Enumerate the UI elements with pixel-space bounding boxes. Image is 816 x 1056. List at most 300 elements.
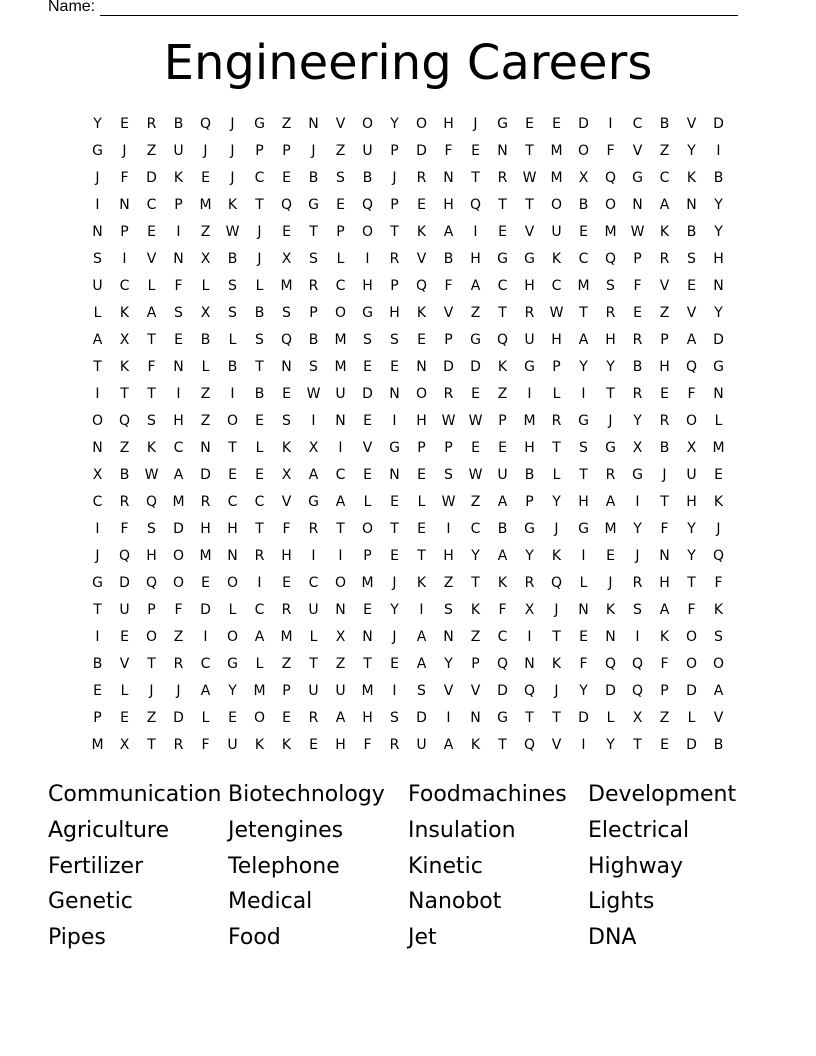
grid-letter[interactable]: H bbox=[416, 413, 427, 429]
grid-letter[interactable]: A bbox=[308, 467, 319, 483]
grid-letter[interactable]: J bbox=[608, 575, 613, 591]
grid-letter[interactable]: S bbox=[633, 602, 642, 618]
grid-letter[interactable]: K bbox=[713, 494, 724, 510]
grid-letter[interactable]: D bbox=[416, 710, 427, 726]
grid-letter[interactable]: V bbox=[632, 143, 643, 159]
grid-letter[interactable]: J bbox=[554, 602, 559, 618]
grid-letter[interactable]: M bbox=[334, 359, 347, 375]
grid-letter[interactable]: T bbox=[228, 440, 237, 456]
grid-letter[interactable]: R bbox=[173, 737, 184, 753]
grid-letter[interactable]: A bbox=[605, 494, 616, 510]
grid-letter[interactable]: F bbox=[498, 602, 507, 618]
grid-letter[interactable]: Q bbox=[604, 656, 617, 672]
grid-letter[interactable]: P bbox=[444, 332, 453, 348]
grid-letter[interactable]: Y bbox=[714, 305, 723, 321]
grid-letter[interactable]: C bbox=[659, 170, 670, 186]
grid-letter[interactable]: A bbox=[146, 305, 157, 321]
grid-letter[interactable]: S bbox=[147, 413, 156, 429]
grid-letter[interactable]: K bbox=[470, 602, 481, 618]
grid-letter[interactable]: D bbox=[173, 710, 184, 726]
grid-letter[interactable]: K bbox=[713, 602, 724, 618]
grid-letter[interactable]: A bbox=[497, 494, 508, 510]
grid-letter[interactable]: D bbox=[578, 710, 589, 726]
grid-letter[interactable]: B bbox=[713, 737, 724, 753]
grid-letter[interactable]: M bbox=[172, 494, 185, 510]
grid-letter[interactable]: W bbox=[441, 494, 456, 510]
grid-letter[interactable]: A bbox=[92, 332, 103, 348]
grid-letter[interactable]: H bbox=[659, 359, 670, 375]
grid-letter[interactable]: I bbox=[716, 143, 721, 159]
grid-letter[interactable]: J bbox=[149, 683, 154, 699]
grid-letter[interactable]: L bbox=[255, 278, 264, 294]
grid-letter[interactable]: C bbox=[254, 170, 265, 186]
grid-letter[interactable]: Y bbox=[633, 521, 642, 537]
grid-letter[interactable]: Y bbox=[687, 521, 696, 537]
grid-letter[interactable]: N bbox=[227, 548, 238, 564]
grid-letter[interactable]: T bbox=[471, 575, 480, 591]
grid-letter[interactable]: J bbox=[635, 548, 640, 564]
grid-letter[interactable]: D bbox=[119, 575, 130, 591]
grid-letter[interactable]: T bbox=[147, 386, 156, 402]
grid-letter[interactable]: K bbox=[416, 575, 427, 591]
grid-letter[interactable]: R bbox=[308, 521, 319, 537]
grid-letter[interactable]: X bbox=[308, 440, 319, 456]
grid-letter[interactable]: T bbox=[417, 548, 426, 564]
grid-letter[interactable]: D bbox=[200, 467, 211, 483]
grid-letter[interactable]: J bbox=[95, 170, 100, 186]
grid-letter[interactable]: P bbox=[120, 224, 129, 240]
grid-letter[interactable]: B bbox=[119, 467, 130, 483]
grid-letter[interactable]: Q bbox=[280, 197, 293, 213]
grid-letter[interactable]: R bbox=[254, 548, 265, 564]
grid-letter[interactable]: H bbox=[578, 494, 589, 510]
grid-letter[interactable]: P bbox=[444, 440, 453, 456]
grid-letter[interactable]: I bbox=[581, 386, 586, 402]
grid-letter[interactable]: Y bbox=[633, 413, 642, 429]
grid-letter[interactable]: I bbox=[581, 737, 586, 753]
grid-letter[interactable]: U bbox=[416, 737, 427, 753]
grid-letter[interactable]: R bbox=[524, 305, 535, 321]
grid-letter[interactable]: R bbox=[497, 170, 508, 186]
grid-letter[interactable]: T bbox=[552, 440, 561, 456]
grid-letter[interactable]: Z bbox=[281, 116, 292, 132]
grid-letter[interactable]: V bbox=[659, 278, 670, 294]
grid-letter[interactable]: E bbox=[363, 467, 372, 483]
grid-letter[interactable]: P bbox=[336, 224, 345, 240]
grid-letter[interactable]: E bbox=[201, 575, 210, 591]
grid-letter[interactable]: E bbox=[255, 467, 264, 483]
grid-letter[interactable]: K bbox=[551, 548, 562, 564]
grid-letter[interactable]: R bbox=[632, 332, 643, 348]
grid-letter[interactable]: C bbox=[92, 494, 103, 510]
grid-letter[interactable]: F bbox=[174, 278, 183, 294]
grid-letter[interactable]: M bbox=[550, 143, 563, 159]
grid-letter[interactable]: V bbox=[362, 440, 373, 456]
grid-letter[interactable]: O bbox=[334, 575, 347, 591]
grid-letter[interactable]: U bbox=[686, 467, 697, 483]
grid-letter[interactable]: I bbox=[392, 413, 397, 429]
grid-letter[interactable]: H bbox=[605, 332, 616, 348]
grid-letter[interactable]: P bbox=[633, 251, 642, 267]
grid-letter[interactable]: D bbox=[200, 602, 211, 618]
grid-letter[interactable]: F bbox=[660, 656, 669, 672]
grid-letter[interactable]: Z bbox=[470, 494, 481, 510]
grid-letter[interactable]: W bbox=[522, 170, 537, 186]
grid-letter[interactable]: G bbox=[227, 656, 238, 672]
grid-letter[interactable]: I bbox=[635, 494, 640, 510]
grid-letter[interactable]: I bbox=[527, 629, 532, 645]
grid-letter[interactable]: S bbox=[282, 413, 291, 429]
grid-letter[interactable]: R bbox=[389, 251, 400, 267]
grid-letter[interactable]: Y bbox=[606, 359, 615, 375]
grid-letter[interactable]: O bbox=[415, 116, 428, 132]
grid-letter[interactable]: T bbox=[336, 521, 345, 537]
grid-letter[interactable]: D bbox=[686, 737, 697, 753]
grid-letter[interactable]: J bbox=[392, 575, 397, 591]
grid-letter[interactable]: E bbox=[417, 197, 426, 213]
grid-letter[interactable]: K bbox=[686, 170, 697, 186]
grid-letter[interactable]: N bbox=[389, 467, 400, 483]
grid-letter[interactable]: J bbox=[554, 683, 559, 699]
grid-letter[interactable]: Q bbox=[469, 197, 482, 213]
grid-letter[interactable]: W bbox=[468, 467, 483, 483]
grid-letter[interactable]: T bbox=[633, 737, 642, 753]
grid-letter[interactable]: A bbox=[578, 332, 589, 348]
grid-letter[interactable]: P bbox=[390, 197, 399, 213]
grid-letter[interactable]: C bbox=[497, 629, 508, 645]
grid-letter[interactable]: T bbox=[606, 386, 615, 402]
grid-letter[interactable]: Q bbox=[604, 170, 617, 186]
grid-letter[interactable]: I bbox=[338, 548, 343, 564]
grid-letter[interactable]: A bbox=[497, 548, 508, 564]
grid-letter[interactable]: U bbox=[551, 224, 562, 240]
grid-letter[interactable]: Z bbox=[146, 143, 157, 159]
grid-letter[interactable]: H bbox=[470, 251, 481, 267]
grid-letter[interactable]: S bbox=[714, 629, 723, 645]
grid-letter[interactable]: P bbox=[282, 683, 291, 699]
grid-letter[interactable]: L bbox=[228, 332, 237, 348]
grid-letter[interactable]: D bbox=[443, 359, 454, 375]
grid-letter[interactable]: E bbox=[417, 467, 426, 483]
grid-letter[interactable]: A bbox=[443, 224, 454, 240]
grid-letter[interactable]: Z bbox=[200, 386, 211, 402]
grid-letter[interactable]: J bbox=[662, 467, 667, 483]
grid-letter[interactable]: J bbox=[203, 143, 208, 159]
grid-letter[interactable]: A bbox=[335, 710, 346, 726]
grid-letter[interactable]: L bbox=[579, 575, 588, 591]
grid-letter[interactable]: W bbox=[441, 413, 456, 429]
grid-letter[interactable]: B bbox=[254, 305, 265, 321]
grid-letter[interactable]: J bbox=[392, 170, 397, 186]
grid-letter[interactable]: G bbox=[632, 170, 643, 186]
grid-letter[interactable]: S bbox=[417, 683, 426, 699]
grid-letter[interactable]: P bbox=[147, 602, 156, 618]
grid-letter[interactable]: N bbox=[416, 359, 427, 375]
name-blank-line[interactable] bbox=[100, 1, 738, 16]
grid-letter[interactable]: T bbox=[525, 710, 534, 726]
grid-letter[interactable]: Q bbox=[496, 332, 509, 348]
grid-letter[interactable]: U bbox=[119, 602, 130, 618]
grid-letter[interactable]: I bbox=[527, 386, 532, 402]
grid-letter[interactable]: G bbox=[497, 116, 508, 132]
grid-letter[interactable]: Q bbox=[199, 116, 212, 132]
grid-letter[interactable]: R bbox=[659, 413, 670, 429]
grid-letter[interactable]: U bbox=[308, 683, 319, 699]
grid-letter[interactable]: S bbox=[606, 278, 615, 294]
grid-letter[interactable]: J bbox=[608, 413, 613, 429]
grid-letter[interactable]: A bbox=[713, 683, 724, 699]
grid-letter[interactable]: B bbox=[254, 386, 265, 402]
grid-letter[interactable]: P bbox=[390, 278, 399, 294]
grid-letter[interactable]: I bbox=[581, 548, 586, 564]
grid-letter[interactable]: T bbox=[525, 143, 534, 159]
grid-letter[interactable]: D bbox=[578, 116, 589, 132]
grid-letter[interactable]: E bbox=[228, 467, 237, 483]
grid-letter[interactable]: V bbox=[443, 305, 454, 321]
grid-letter[interactable]: K bbox=[119, 359, 130, 375]
grid-letter[interactable]: M bbox=[523, 413, 536, 429]
grid-letter[interactable]: L bbox=[255, 440, 264, 456]
grid-letter[interactable]: Q bbox=[604, 251, 617, 267]
grid-letter[interactable]: O bbox=[577, 143, 590, 159]
grid-letter[interactable]: E bbox=[660, 386, 669, 402]
grid-letter[interactable]: V bbox=[281, 494, 292, 510]
grid-letter[interactable]: U bbox=[497, 467, 508, 483]
grid-letter[interactable]: C bbox=[146, 197, 157, 213]
grid-letter[interactable]: P bbox=[498, 413, 507, 429]
grid-letter[interactable]: J bbox=[176, 683, 181, 699]
grid-letter[interactable]: B bbox=[308, 332, 319, 348]
grid-letter[interactable]: L bbox=[552, 467, 561, 483]
grid-letter[interactable]: O bbox=[604, 197, 617, 213]
grid-letter[interactable]: I bbox=[122, 251, 127, 267]
grid-letter[interactable]: Y bbox=[525, 548, 534, 564]
grid-letter[interactable]: X bbox=[281, 251, 292, 267]
grid-letter[interactable]: A bbox=[416, 629, 427, 645]
grid-letter[interactable]: X bbox=[632, 440, 643, 456]
grid-letter[interactable]: C bbox=[632, 116, 643, 132]
grid-letter[interactable]: N bbox=[713, 278, 724, 294]
grid-letter[interactable]: E bbox=[579, 629, 588, 645]
grid-letter[interactable]: F bbox=[444, 278, 453, 294]
grid-letter[interactable]: P bbox=[417, 440, 426, 456]
grid-letter[interactable]: J bbox=[257, 224, 262, 240]
grid-letter[interactable]: U bbox=[335, 683, 346, 699]
grid-letter[interactable]: G bbox=[308, 197, 319, 213]
grid-letter[interactable]: T bbox=[93, 602, 102, 618]
grid-letter[interactable]: S bbox=[255, 332, 264, 348]
grid-letter[interactable]: R bbox=[146, 116, 157, 132]
grid-letter[interactable]: J bbox=[311, 143, 316, 159]
grid-letter[interactable]: I bbox=[635, 629, 640, 645]
grid-letter[interactable]: X bbox=[524, 602, 535, 618]
grid-letter[interactable]: E bbox=[363, 413, 372, 429]
grid-letter[interactable]: O bbox=[415, 386, 428, 402]
grid-letter[interactable]: C bbox=[470, 521, 481, 537]
grid-letter[interactable]: Z bbox=[659, 710, 670, 726]
grid-letter[interactable]: O bbox=[226, 413, 239, 429]
grid-letter[interactable]: E bbox=[363, 359, 372, 375]
grid-letter[interactable]: J bbox=[716, 521, 721, 537]
grid-letter[interactable]: T bbox=[498, 305, 507, 321]
grid-letter[interactable]: G bbox=[362, 305, 373, 321]
grid-letter[interactable]: E bbox=[471, 386, 480, 402]
grid-letter[interactable]: D bbox=[416, 143, 427, 159]
grid-letter[interactable]: S bbox=[390, 332, 399, 348]
grid-letter[interactable]: S bbox=[579, 440, 588, 456]
grid-letter[interactable]: C bbox=[551, 278, 562, 294]
grid-letter[interactable]: O bbox=[712, 656, 725, 672]
grid-letter[interactable]: B bbox=[362, 170, 373, 186]
grid-letter[interactable]: M bbox=[577, 278, 590, 294]
grid-letter[interactable]: V bbox=[335, 116, 346, 132]
grid-letter[interactable]: H bbox=[389, 305, 400, 321]
grid-letter[interactable]: G bbox=[389, 440, 400, 456]
grid-letter[interactable]: G bbox=[470, 332, 481, 348]
grid-letter[interactable]: T bbox=[579, 467, 588, 483]
grid-letter[interactable]: E bbox=[282, 224, 291, 240]
grid-letter[interactable]: H bbox=[524, 440, 535, 456]
grid-letter[interactable]: L bbox=[201, 359, 210, 375]
grid-letter[interactable]: M bbox=[334, 332, 347, 348]
grid-letter[interactable]: B bbox=[659, 116, 670, 132]
grid-letter[interactable]: P bbox=[255, 143, 264, 159]
grid-letter[interactable]: Z bbox=[470, 305, 481, 321]
grid-letter[interactable]: Y bbox=[390, 602, 399, 618]
grid-letter[interactable]: X bbox=[335, 629, 346, 645]
grid-letter[interactable]: F bbox=[363, 737, 372, 753]
grid-letter[interactable]: N bbox=[362, 629, 373, 645]
grid-letter[interactable]: Y bbox=[228, 683, 237, 699]
grid-letter[interactable]: K bbox=[551, 251, 562, 267]
grid-letter[interactable]: C bbox=[335, 467, 346, 483]
grid-letter[interactable]: E bbox=[282, 386, 291, 402]
grid-letter[interactable]: X bbox=[119, 737, 130, 753]
grid-letter[interactable]: Y bbox=[714, 224, 723, 240]
grid-letter[interactable]: N bbox=[389, 386, 400, 402]
grid-letter[interactable]: O bbox=[685, 629, 698, 645]
grid-letter[interactable]: N bbox=[173, 251, 184, 267]
grid-letter[interactable]: W bbox=[468, 413, 483, 429]
grid-letter[interactable]: I bbox=[446, 710, 451, 726]
grid-letter[interactable]: A bbox=[173, 467, 184, 483]
grid-letter[interactable]: A bbox=[659, 197, 670, 213]
grid-letter[interactable]: F bbox=[147, 359, 156, 375]
grid-letter[interactable]: E bbox=[93, 683, 102, 699]
grid-letter[interactable]: D bbox=[713, 116, 724, 132]
grid-letter[interactable]: D bbox=[605, 683, 616, 699]
grid-letter[interactable]: Z bbox=[173, 629, 184, 645]
grid-letter[interactable]: T bbox=[309, 656, 318, 672]
grid-letter[interactable]: P bbox=[525, 494, 534, 510]
grid-letter[interactable]: K bbox=[605, 602, 616, 618]
grid-letter[interactable]: Z bbox=[443, 575, 454, 591]
grid-letter[interactable]: C bbox=[254, 494, 265, 510]
grid-letter[interactable]: T bbox=[498, 197, 507, 213]
grid-letter[interactable]: B bbox=[659, 440, 670, 456]
grid-letter[interactable]: L bbox=[120, 683, 129, 699]
grid-letter[interactable]: O bbox=[226, 575, 239, 591]
grid-letter[interactable]: H bbox=[362, 278, 373, 294]
grid-letter[interactable]: L bbox=[363, 494, 372, 510]
grid-letter[interactable]: Y bbox=[93, 116, 102, 132]
grid-letter[interactable]: N bbox=[470, 710, 481, 726]
grid-letter[interactable]: G bbox=[308, 494, 319, 510]
grid-letter[interactable]: S bbox=[282, 305, 291, 321]
grid-letter[interactable]: O bbox=[550, 197, 563, 213]
grid-letter[interactable]: B bbox=[713, 170, 724, 186]
grid-letter[interactable]: M bbox=[604, 224, 617, 240]
grid-letter[interactable]: I bbox=[95, 521, 100, 537]
grid-letter[interactable]: N bbox=[443, 170, 454, 186]
grid-letter[interactable]: E bbox=[579, 224, 588, 240]
grid-letter[interactable]: Q bbox=[361, 197, 374, 213]
grid-letter[interactable]: N bbox=[686, 197, 697, 213]
grid-letter[interactable]: N bbox=[173, 359, 184, 375]
grid-letter[interactable]: H bbox=[524, 278, 535, 294]
grid-letter[interactable]: J bbox=[230, 116, 235, 132]
grid-letter[interactable]: T bbox=[93, 359, 102, 375]
grid-letter[interactable]: O bbox=[334, 305, 347, 321]
grid-letter[interactable]: B bbox=[227, 251, 238, 267]
grid-letter[interactable]: X bbox=[92, 467, 103, 483]
grid-letter[interactable]: H bbox=[146, 548, 157, 564]
grid-letter[interactable]: S bbox=[363, 332, 372, 348]
grid-letter[interactable]: O bbox=[361, 521, 374, 537]
grid-letter[interactable]: N bbox=[92, 224, 103, 240]
grid-letter[interactable]: B bbox=[686, 224, 697, 240]
grid-letter[interactable]: K bbox=[119, 305, 130, 321]
grid-letter[interactable]: Z bbox=[335, 656, 346, 672]
grid-letter[interactable]: Q bbox=[712, 548, 725, 564]
grid-letter[interactable]: N bbox=[443, 629, 454, 645]
grid-letter[interactable]: F bbox=[444, 143, 453, 159]
grid-letter[interactable]: B bbox=[443, 251, 454, 267]
grid-letter[interactable]: K bbox=[416, 224, 427, 240]
grid-letter[interactable]: E bbox=[336, 197, 345, 213]
grid-letter[interactable]: R bbox=[308, 710, 319, 726]
grid-letter[interactable]: E bbox=[471, 143, 480, 159]
grid-letter[interactable]: F bbox=[606, 143, 615, 159]
grid-letter[interactable]: B bbox=[497, 521, 508, 537]
grid-letter[interactable]: O bbox=[685, 656, 698, 672]
grid-letter[interactable]: H bbox=[659, 575, 670, 591]
grid-letter[interactable]: K bbox=[659, 224, 670, 240]
grid-letter[interactable]: D bbox=[713, 332, 724, 348]
grid-letter[interactable]: T bbox=[687, 575, 696, 591]
grid-letter[interactable]: A bbox=[470, 278, 481, 294]
grid-letter[interactable]: O bbox=[172, 575, 185, 591]
grid-letter[interactable]: I bbox=[365, 251, 370, 267]
grid-letter[interactable]: H bbox=[200, 521, 211, 537]
grid-letter[interactable]: Y bbox=[687, 143, 696, 159]
grid-letter[interactable]: I bbox=[419, 602, 424, 618]
grid-letter[interactable]: D bbox=[470, 359, 481, 375]
grid-letter[interactable]: Z bbox=[119, 440, 130, 456]
grid-letter[interactable]: E bbox=[174, 332, 183, 348]
grid-letter[interactable]: N bbox=[497, 143, 508, 159]
grid-letter[interactable]: I bbox=[446, 521, 451, 537]
grid-letter[interactable]: A bbox=[686, 332, 697, 348]
grid-letter[interactable]: L bbox=[714, 413, 723, 429]
grid-letter[interactable]: L bbox=[93, 305, 102, 321]
grid-letter[interactable]: K bbox=[416, 305, 427, 321]
grid-letter[interactable]: Y bbox=[444, 656, 453, 672]
grid-letter[interactable]: M bbox=[604, 521, 617, 537]
grid-letter[interactable]: R bbox=[632, 575, 643, 591]
grid-letter[interactable]: E bbox=[498, 224, 507, 240]
grid-letter[interactable]: E bbox=[390, 494, 399, 510]
